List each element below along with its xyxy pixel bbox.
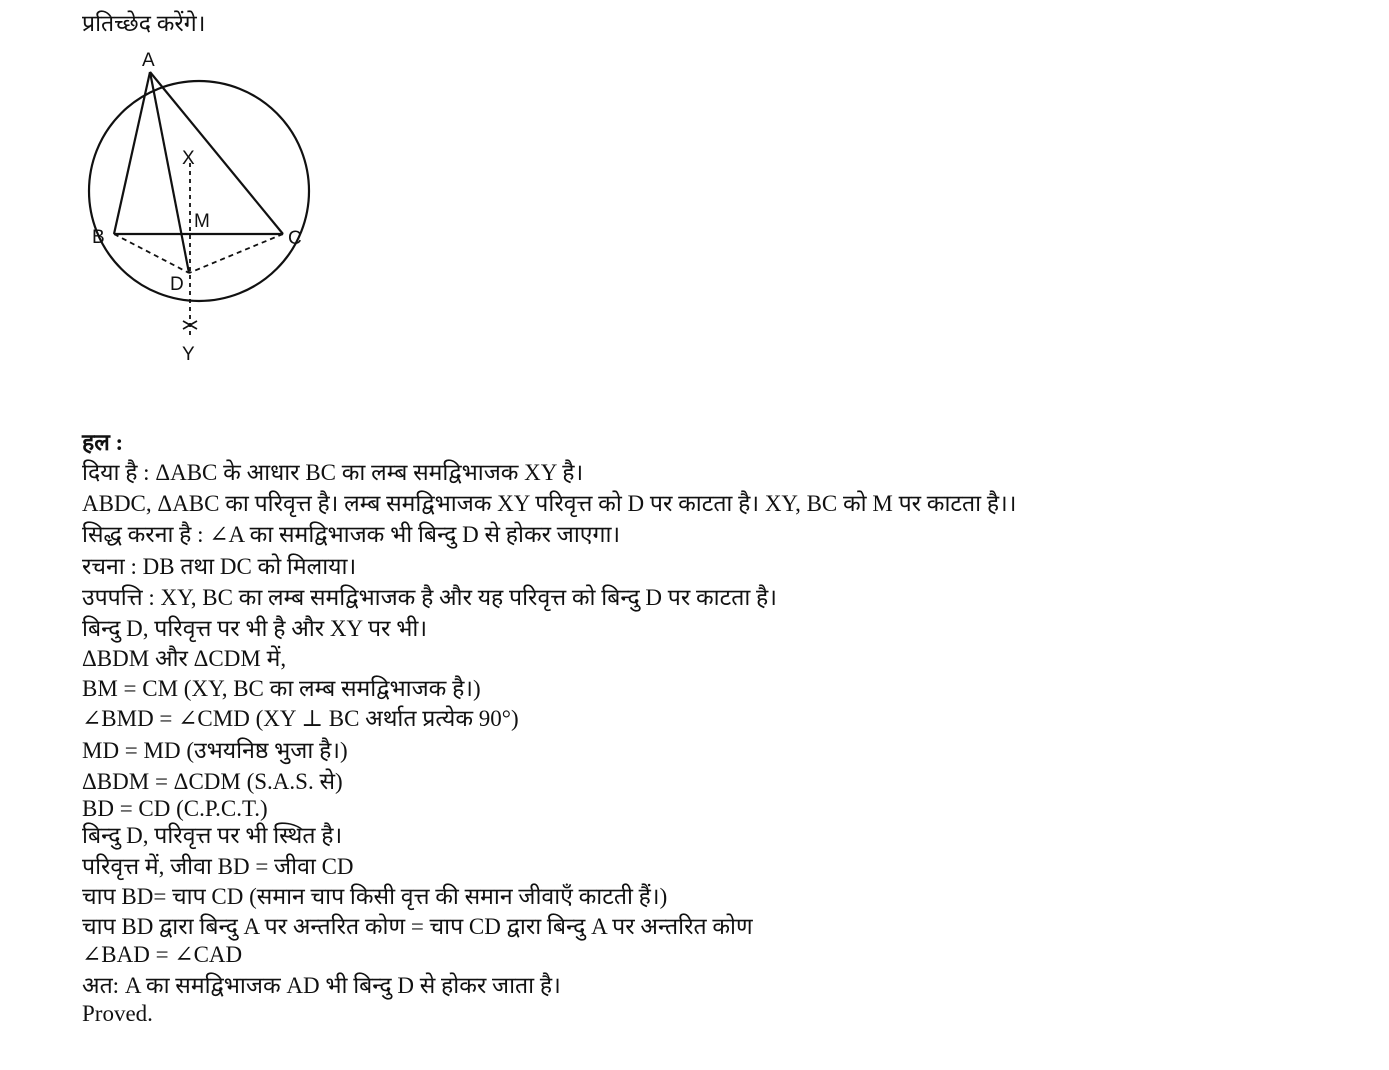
solution-line: BM = CM (XY, BC का लम्ब समद्विभाजक है।) xyxy=(82,676,481,701)
solution-line: MD = MD (उभयनिष्ठ भुजा है।) xyxy=(82,738,348,763)
intro-text: प्रतिच्छेद करेंगे। xyxy=(82,11,206,36)
side-ac xyxy=(150,72,283,234)
label-y: Y xyxy=(182,344,195,365)
proved-text: Proved. xyxy=(82,1001,153,1026)
chord-cd xyxy=(189,234,283,273)
geometry-figure xyxy=(80,38,340,378)
solution-line: अत: A का समद्विभाजक AD भी बिन्दु D से होकर जाता है। xyxy=(82,973,561,998)
solution-line: दिया है : ΔABC के आधार BC का लम्ब समद्विभाजक XY है। xyxy=(82,460,584,485)
solution-line: ∠BMD = ∠CMD (XY ⊥ BC अर्थात प्रत्येक 90°) xyxy=(82,706,519,731)
label-m: M xyxy=(194,211,210,232)
side-ab xyxy=(114,72,150,234)
solution-line: बिन्दु D, परिवृत्त पर भी स्थित है। xyxy=(82,823,343,848)
solution-line: ∠BAD = ∠CAD xyxy=(82,942,243,967)
circle-diagram xyxy=(80,38,340,378)
solution-line: BD = CD (C.P.C.T.) xyxy=(82,796,268,821)
label-b: B xyxy=(92,227,105,248)
label-x: X xyxy=(182,148,195,169)
solution-line: उपपत्ति : XY, BC का लम्ब समद्विभाजक है और यह परिवृत्त को बिन्दु D पर काटता है। xyxy=(82,585,777,610)
solution-line: ABDC, ΔABC का परिवृत्त है। लम्ब समद्विभाजक XY परिवृत्त को D पर काटता है। XY, BC को M पर काटता है।। xyxy=(82,491,1017,516)
label-d: D xyxy=(170,274,184,295)
solution-heading: हल : xyxy=(82,430,124,455)
solution-line: ΔBDM और ΔCDM में, xyxy=(82,646,287,671)
solution-line: सिद्ध करना है : ∠A का समद्विभाजक भी बिन्दु D से होकर जाएगा। xyxy=(82,522,621,547)
solution-line: चाप BD द्वारा बिन्दु A पर अन्तरित कोण = चाप CD द्वारा बिन्दु A पर अन्तरित कोण xyxy=(82,914,753,939)
solution-line: परिवृत्त में, जीवा BD = जीवा CD xyxy=(82,854,354,879)
label-c: C xyxy=(288,228,302,249)
label-a: A xyxy=(142,50,155,71)
chord-bd xyxy=(114,234,189,273)
solution-line: बिन्दु D, परिवृत्त पर भी है और XY पर भी। xyxy=(82,616,428,641)
solution-line: चाप BD= चाप CD (समान चाप किसी वृत्त की समान जीवाएँ काटती हैं।) xyxy=(82,884,668,909)
bisector-ad xyxy=(150,72,189,273)
solution-line: ΔBDM = ΔCDM (S.A.S. से) xyxy=(82,769,343,794)
solution-line: रचना : DB तथा DC को मिलाया। xyxy=(82,554,357,579)
